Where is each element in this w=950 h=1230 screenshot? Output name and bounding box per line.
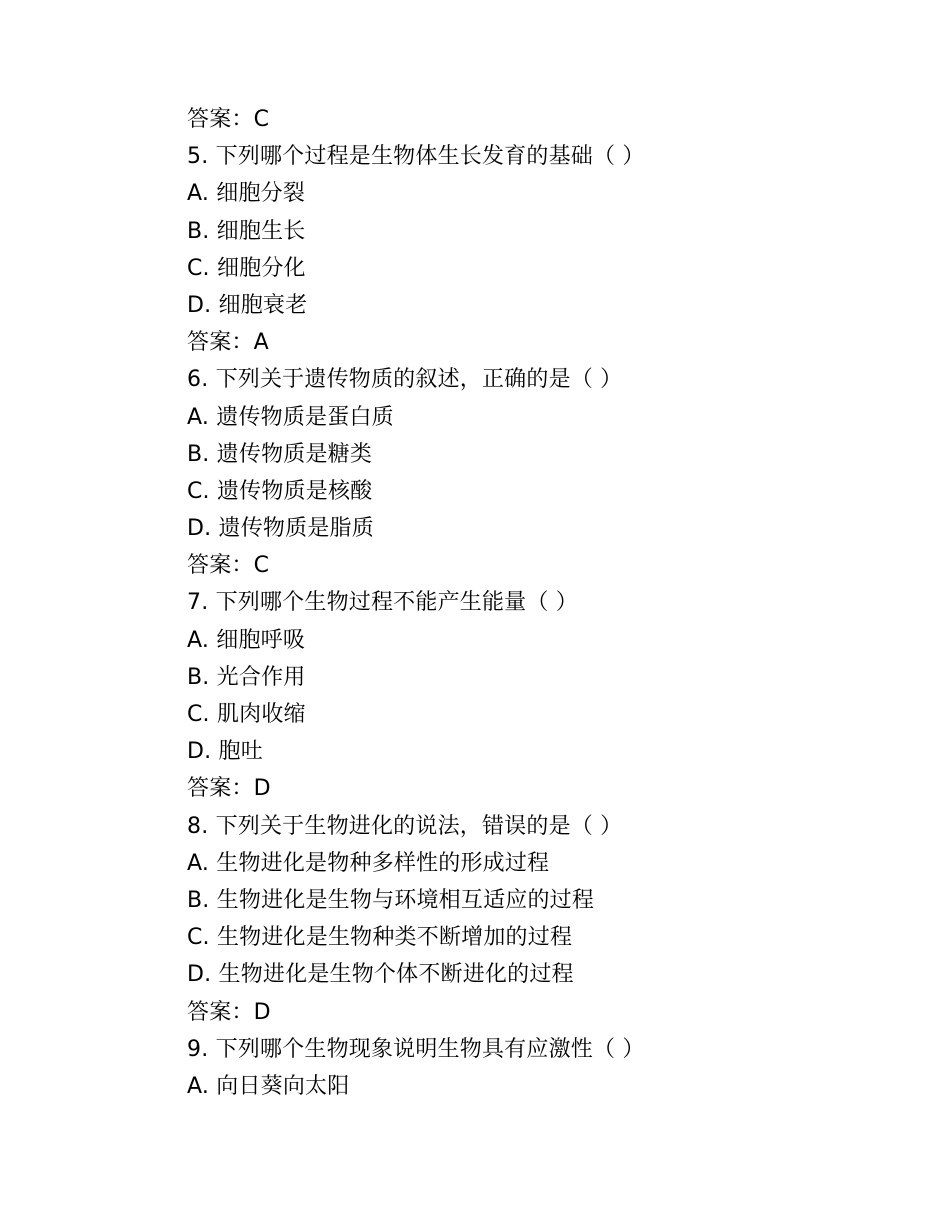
option-line: B. 生物进化是生物与环境相互适应的过程 xyxy=(187,887,595,913)
option-line: A. 向日葵向太阳 xyxy=(187,1073,350,1099)
option-line: A. 生物进化是物种多样性的形成过程 xyxy=(187,850,550,876)
answer-line: 答案：D xyxy=(187,999,271,1025)
option-line: D. 细胞衰老 xyxy=(187,292,308,318)
option-line: B. 光合作用 xyxy=(187,664,306,690)
option-line: C. 生物进化是生物种类不断增加的过程 xyxy=(187,925,573,951)
answer-line: 答案：D xyxy=(187,776,271,802)
option-line: A. 细胞分裂 xyxy=(187,181,306,207)
option-line: A. 细胞呼吸 xyxy=(187,627,306,653)
option-line: D. 遗传物质是脂质 xyxy=(187,516,374,542)
option-line: B. 细胞生长 xyxy=(187,218,306,244)
answer-line: 答案：C xyxy=(187,107,270,132)
option-line: B. 遗传物质是糖类 xyxy=(187,441,373,467)
option-line: C. 遗传物质是核酸 xyxy=(187,478,373,504)
question-stem: 5. 下列哪个过程是生物体生长发育的基础（ ） xyxy=(187,144,645,170)
option-line: C. 细胞分化 xyxy=(187,255,306,281)
question-stem: 7. 下列哪个生物过程不能产生能量（ ） xyxy=(187,590,578,616)
question-list xyxy=(187,101,867,1105)
option-line: D. 生物进化是生物个体不断进化的过程 xyxy=(187,962,574,988)
answer-line: 答案：A xyxy=(187,330,269,356)
question-stem: 9. 下列哪个生物现象说明生物具有应激性（ ） xyxy=(187,1036,645,1062)
question-stem: 6. 下列关于遗传物质的叙述，正确的是（ ） xyxy=(187,367,623,393)
option-line: D. 胞吐 xyxy=(187,739,263,765)
answer-line: 答案：C xyxy=(187,553,270,579)
option-line: A. 遗传物质是蛋白质 xyxy=(187,404,394,430)
option-line: C. 肌肉收缩 xyxy=(187,702,306,727)
question-stem: 8. 下列关于生物进化的说法，错误的是（ ） xyxy=(187,813,623,839)
